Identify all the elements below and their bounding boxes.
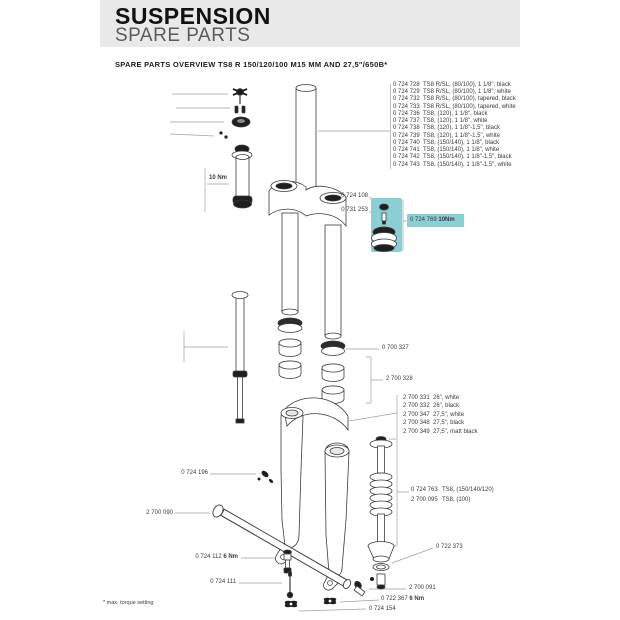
part-code: 0 724 769: [410, 217, 437, 223]
part-row: [393, 154, 512, 161]
bolt-pair-part: [235, 106, 245, 113]
seal-327-label: 0 700 327: [382, 345, 409, 351]
casting-options-list: [403, 394, 477, 436]
part-row: [403, 394, 477, 402]
spring-assembly: [368, 437, 394, 590]
page-subtitle: SPARE PARTS: [115, 25, 251, 46]
part-row: [393, 118, 500, 125]
part-code: 0 724 728: [393, 82, 420, 88]
rod-111-label: 0 724 111: [210, 579, 236, 585]
part-code: 0 724 112: [195, 554, 222, 560]
part-row: [393, 111, 500, 118]
part-row: [393, 96, 516, 103]
seal-328-label: 2 700 328: [386, 376, 413, 382]
steerer-options-120: [393, 111, 500, 140]
star-nut-154-label: 0 724 154: [369, 606, 396, 612]
part-desc: TS8, (150/140), 1 1/8", black: [423, 140, 500, 146]
part-code: 0 724 736: [393, 111, 420, 117]
part-code: 2 700 348: [403, 420, 430, 427]
part-row: [393, 147, 512, 154]
part-code: 0 724 742: [393, 154, 420, 161]
part-row: [393, 82, 516, 89]
rod-bolt-111: [287, 572, 293, 598]
highlighted-part-label: [407, 214, 464, 227]
stanchion-right: [325, 225, 341, 336]
seal-rings-left: [278, 318, 302, 379]
part-desc: 26", white: [433, 395, 460, 401]
part-row: [403, 402, 477, 410]
part-code: 2 700 331: [403, 395, 430, 401]
star-nut-left: [284, 600, 298, 609]
part-code: 0 724 729: [393, 89, 420, 96]
part-code: 0 724 741: [393, 147, 420, 154]
topcap-108-label: 0 724 108: [341, 193, 368, 199]
part-desc: TS8 R/SL, (80/100), tapered, white: [423, 103, 516, 110]
adjuster-knob-part: [232, 117, 250, 127]
part-desc: TS8, (100): [442, 497, 471, 503]
spring-options-list: [411, 485, 494, 505]
bolt-right-091: [353, 577, 374, 596]
star-nut-part: [233, 89, 247, 104]
seal-rings-right: [321, 341, 345, 404]
star-nut-right: [323, 597, 337, 606]
part-row: [393, 140, 512, 147]
damper-rod-part: [232, 292, 248, 424]
part-row: [411, 485, 494, 495]
steerer-and-crown: [269, 85, 346, 340]
part-code: 2 700 332: [403, 403, 430, 410]
part-desc: 26", black: [433, 403, 460, 410]
part-code: 0 724 733: [393, 103, 420, 110]
nut-367-label: [381, 596, 424, 603]
part-code: 2 700 349: [403, 428, 430, 435]
small-bolt-196: [258, 470, 274, 484]
part-desc: TS8, (120), 1 1/8"-1,5", black: [423, 125, 500, 132]
bolt-196-label: 0 724 196: [181, 470, 208, 476]
damper-torque-label: 10 Nm: [209, 175, 228, 181]
part-row: [393, 133, 500, 140]
part-row: [403, 428, 477, 436]
topcap-small-parts: [219, 89, 252, 208]
part-desc: TS8, (120), 1 1/8", black: [423, 111, 488, 117]
damper-cartridge-part: [233, 155, 252, 209]
part-row: [393, 104, 516, 111]
part-row: [393, 125, 500, 132]
part-code: 0 724 737: [393, 118, 420, 125]
torque-value: 6 Nm: [409, 596, 425, 602]
part-row: [411, 495, 494, 505]
spring-seat-373-label: 0 722 373: [436, 544, 463, 550]
part-desc: TS8, (120), 1 1/8"-1,5", white: [423, 132, 500, 139]
part-desc: TS8, (150/140), 1 1/8"-1,5", white: [423, 161, 512, 168]
part-code: 0 724 738: [393, 125, 420, 132]
part-desc: 27,5", black: [433, 420, 465, 427]
part-code: 0 724 743: [393, 161, 420, 168]
leg-left: [281, 408, 303, 548]
part-desc: TS8, (150/140/120): [442, 487, 494, 493]
torque-value: 6 Nm: [223, 554, 238, 560]
bolt-112-label: [150, 554, 238, 561]
part-row: [403, 419, 477, 427]
part-code: 0 724 739: [393, 132, 420, 139]
part-desc: 27,5", matt black: [433, 428, 478, 435]
part-code: 0 722 367: [381, 596, 408, 602]
part-row: [393, 89, 516, 96]
part-desc: 27,5", white: [433, 411, 465, 418]
stanchion-left: [282, 213, 298, 312]
part-desc: TS8 R/SL, (80/100), 1 1/8", black: [423, 82, 511, 88]
steerer-options-150-140: [393, 140, 512, 169]
page-title: SUSPENSION: [115, 3, 271, 29]
leg-right: [325, 443, 349, 576]
footnote: * max. torque setting: [103, 600, 154, 606]
part-code: 2 700 347: [403, 411, 430, 418]
steerer-options-80-100: [393, 82, 516, 111]
part-code: 0 724 732: [393, 96, 420, 103]
part-row: [403, 411, 477, 419]
part-desc: TS8 R/SL, (80/100), tapered, black: [423, 96, 516, 103]
bolt-091-label: 2 700 091: [409, 585, 436, 591]
part-desc: TS8, (150/140), 1 1/8", white: [423, 147, 500, 154]
part-code: 2 700 095: [411, 497, 438, 503]
screw-pair-part: [219, 131, 227, 138]
torque-value: 10Nm: [438, 217, 455, 223]
pin-253-label: 0 731 253: [341, 207, 368, 213]
axle-090-label: 2 700 090: [146, 510, 173, 516]
part-desc: TS8 R/SL, (80/100), 1 1/8", white: [423, 89, 511, 96]
part-desc: TS8, (150/140), 1 1/8"-1,5", black: [423, 154, 512, 161]
part-row: [393, 162, 512, 169]
part-code: 0 724 763: [411, 487, 438, 493]
overview-heading: SPARE PARTS OVERVIEW TS8 R 150/120/100 M15 MM AND 27,5"/650B*: [115, 60, 388, 69]
part-code: 0 724 740: [393, 140, 420, 146]
part-desc: TS8, (120), 1 1/8", white: [423, 118, 488, 125]
